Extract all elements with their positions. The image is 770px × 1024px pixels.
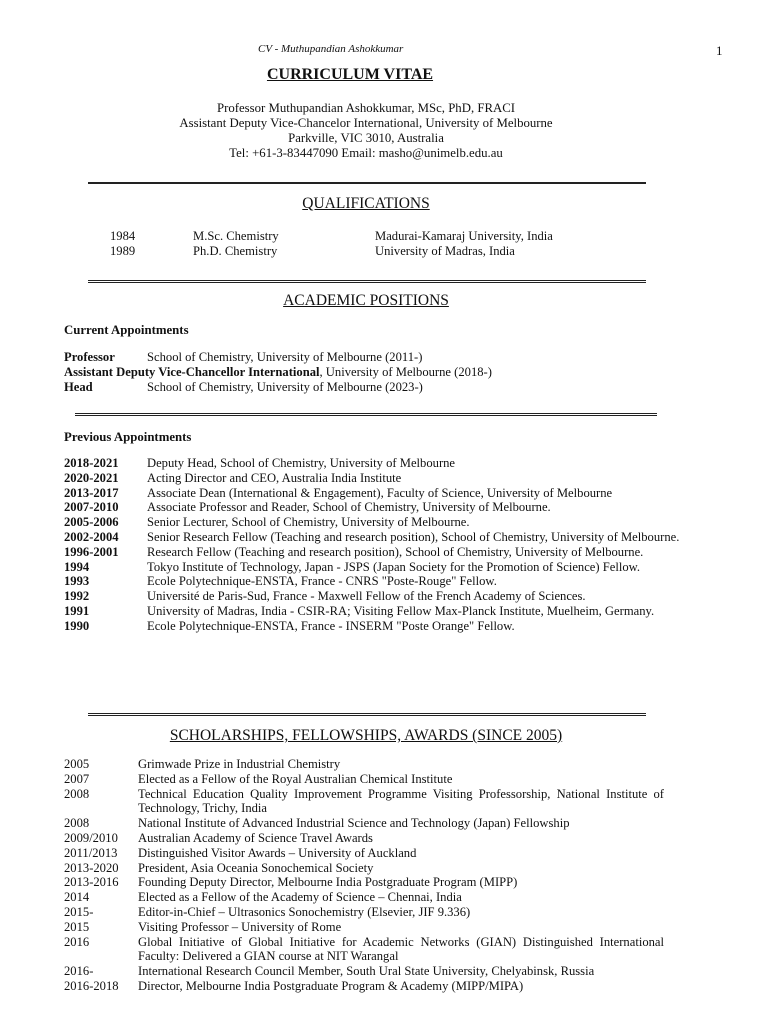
previous-appointments-heading: Previous Appointments <box>64 430 192 444</box>
appointment-text: Deputy Head, School of Chemistry, University of Melbourne <box>147 456 456 470</box>
list-item <box>64 905 664 920</box>
qualification-institution: Madurai-Kamaraj University, India <box>375 229 553 243</box>
award-text: Editor-in-Chief – Ultrasonics Sonochemistry (Elsevier, JIF 9.336) <box>138 904 471 919</box>
appointment-text: School of Chemistry, University of Melbourne (2023-) <box>147 380 423 394</box>
divider <box>88 713 646 716</box>
appointment-text: Tokyo Institute of Technology, Japan - JSPS (Japan Society for the Promotion of Science) Fellow. <box>147 559 641 574</box>
award-years: 2015- <box>64 904 94 919</box>
list-item <box>64 861 664 876</box>
list-item <box>64 890 664 905</box>
list-item <box>64 619 688 634</box>
list-item <box>64 560 688 575</box>
qualification-year: 1989 <box>110 244 136 258</box>
award-text: International Research Council Member, South Ural State University, Chelyabinsk, Russia <box>138 964 595 979</box>
qualification-institution: University of Madras, India <box>375 244 515 258</box>
list-item <box>64 964 664 979</box>
award-text: Distinguished Visitor Awards – University of Auckland <box>138 845 417 860</box>
list-item <box>64 846 664 861</box>
appointment-text: Senior Lecturer, School of Chemistry, University of Melbourne. <box>147 515 470 530</box>
award-years: 2008 <box>64 816 90 831</box>
appointment-text: Senior Research Fellow (Teaching and research position), School of Chemistry, University of Melbourne. <box>147 529 680 544</box>
list-item <box>64 589 688 604</box>
list-item <box>64 772 664 787</box>
contact-address: Parkville, VIC 3010, Australia <box>288 131 444 145</box>
appointment-years: 1990 <box>64 618 90 633</box>
list-item <box>64 757 664 772</box>
appointment-years: 2013-2017 <box>64 485 119 500</box>
qualification-row <box>110 244 670 259</box>
list-item <box>64 787 664 817</box>
contact-phone-email: Tel: +61-3-83447090 Email: masho@unimelb.edu.au <box>229 146 503 160</box>
appointment-role: Head <box>64 380 93 394</box>
award-years: 2014 <box>64 890 90 905</box>
award-years: 2009/2010 <box>64 830 118 845</box>
list-item <box>64 979 664 994</box>
awards-heading: SCHOLARSHIPS, FELLOWSHIPS, AWARDS (SINCE 2005) <box>169 727 563 744</box>
appointment-years: 1992 <box>64 589 90 604</box>
qualification-year: 1984 <box>110 229 136 243</box>
appointment-years: 2018-2021 <box>64 456 119 470</box>
award-years: 2016 <box>64 934 90 949</box>
divider <box>75 413 657 416</box>
award-years: 2013-2020 <box>64 860 119 875</box>
qualification-row <box>110 229 670 244</box>
appointment-text: Associate Dean (International & Engagement), Faculty of Science, University of Melbourne <box>147 485 613 500</box>
award-years: 2016- <box>64 964 94 979</box>
appointment-years: 2020-2021 <box>64 470 119 485</box>
contact-role: Assistant Deputy Vice-Chancelor International, University of Melbourne <box>179 116 553 130</box>
list-item <box>64 545 688 560</box>
award-text: Visiting Professor – University of Rome <box>138 919 342 934</box>
award-text: Grimwade Prize in Industrial Chemistry <box>138 757 341 771</box>
award-years: 2013-2016 <box>64 875 119 890</box>
list-item <box>64 935 664 965</box>
qualification-degree: M.Sc. Chemistry <box>193 229 279 243</box>
list-item <box>64 486 688 501</box>
current-appointment <box>64 380 704 395</box>
appointment-text: Ecole Polytechnique-ENSTA, France - CNRS "Poste-Rouge" Fellow. <box>147 574 497 589</box>
list-item <box>64 920 664 935</box>
qualification-degree: Ph.D. Chemistry <box>193 244 278 258</box>
award-text: Director, Melbourne India Postgraduate Program & Academy (MIPP/MIPA) <box>138 978 524 993</box>
document-title: CURRICULUM VITAE <box>266 66 434 83</box>
appointment-years: 2005-2006 <box>64 515 119 530</box>
current-appointment <box>64 365 704 380</box>
award-text: Elected as a Fellow of the Royal Australian Chemical Institute <box>138 771 453 786</box>
academic-positions-heading: ACADEMIC POSITIONS <box>283 292 449 309</box>
appointment-text: Research Fellow (Teaching and research position), School of Chemistry, University of Melbourne. <box>147 544 644 559</box>
appointment-years: 1993 <box>64 574 90 589</box>
appointment-text: University of Madras, India - CSIR-RA; Visiting Fellow Max-Planck Institute, Muelheim, Germany. <box>147 603 655 618</box>
award-text: Founding Deputy Director, Melbourne India Postgraduate Program (MIPP) <box>138 875 518 890</box>
previous-appointments-list <box>64 456 688 634</box>
award-years: 2015 <box>64 919 90 934</box>
appointment-text: , University of Melbourne (2018-) <box>319 365 492 379</box>
appointment-role: Assistant Deputy Vice-Chancellor International <box>64 365 320 379</box>
award-text: Australian Academy of Science Travel Awards <box>138 830 373 845</box>
list-item <box>64 604 688 619</box>
appointment-text: Université de Paris-Sud, France - Maxwell Fellow of the French Academy of Sciences. <box>147 589 586 604</box>
appointment-role: Professor <box>64 350 115 364</box>
contact-name: Professor Muthupandian Ashokkumar, MSc, PhD, FRACI <box>216 101 516 115</box>
list-item <box>64 530 688 545</box>
list-item <box>64 574 688 589</box>
award-text: Elected as a Fellow of the Academy of Science – Chennai, India <box>138 890 462 905</box>
list-item <box>64 500 688 515</box>
award-years: 2008 <box>64 786 90 801</box>
divider <box>88 182 646 184</box>
award-text: Technical Education Quality Improvement Programme Visiting Professorship, National Institute of Technology, Trichy, India <box>138 786 664 816</box>
divider <box>88 280 646 283</box>
appointment-years: 2007-2010 <box>64 500 119 515</box>
award-years: 2011/2013 <box>64 845 118 860</box>
list-item <box>64 456 688 471</box>
award-text: National Institute of Advanced Industrial Science and Technology (Japan) Fellowship <box>138 816 570 831</box>
awards-list <box>64 757 664 994</box>
appointment-text: Acting Director and CEO, Australia India Institute <box>147 470 402 485</box>
appointment-text: School of Chemistry, University of Melbourne (2011-) <box>147 350 423 364</box>
appointment-text: Ecole Polytechnique-ENSTA, France - INSERM "Poste Orange" Fellow. <box>147 618 515 633</box>
appointment-years: 1996-2001 <box>64 544 119 559</box>
list-item <box>64 831 664 846</box>
award-text: Global Initiative of Global Initiative for Academic Networks (GIAN) Distinguished International Faculty: Delivered a GIAN course at NIT Warangal <box>138 934 664 964</box>
award-text: President, Asia Oceania Sonochemical Society <box>138 860 374 875</box>
current-appointments-heading: Current Appointments <box>64 323 189 337</box>
qualifications-heading: QUALIFICATIONS <box>302 195 430 212</box>
list-item <box>64 515 688 530</box>
award-years: 2007 <box>64 771 90 786</box>
award-years: 2016-2018 <box>64 978 119 993</box>
appointment-text: Associate Professor and Reader, School of Chemistry, University of Melbourne. <box>147 500 551 515</box>
appointment-years: 1991 <box>64 603 90 618</box>
list-item <box>64 816 664 831</box>
list-item <box>64 875 664 890</box>
appointment-years: 1994 <box>64 559 90 574</box>
running-header: CV - Muthupandian Ashokkumar <box>258 43 404 55</box>
page-number: 1 <box>716 43 723 58</box>
appointment-years: 2002-2004 <box>64 529 119 544</box>
list-item <box>64 471 688 486</box>
award-years: 2005 <box>64 757 90 771</box>
current-appointment <box>64 350 704 365</box>
